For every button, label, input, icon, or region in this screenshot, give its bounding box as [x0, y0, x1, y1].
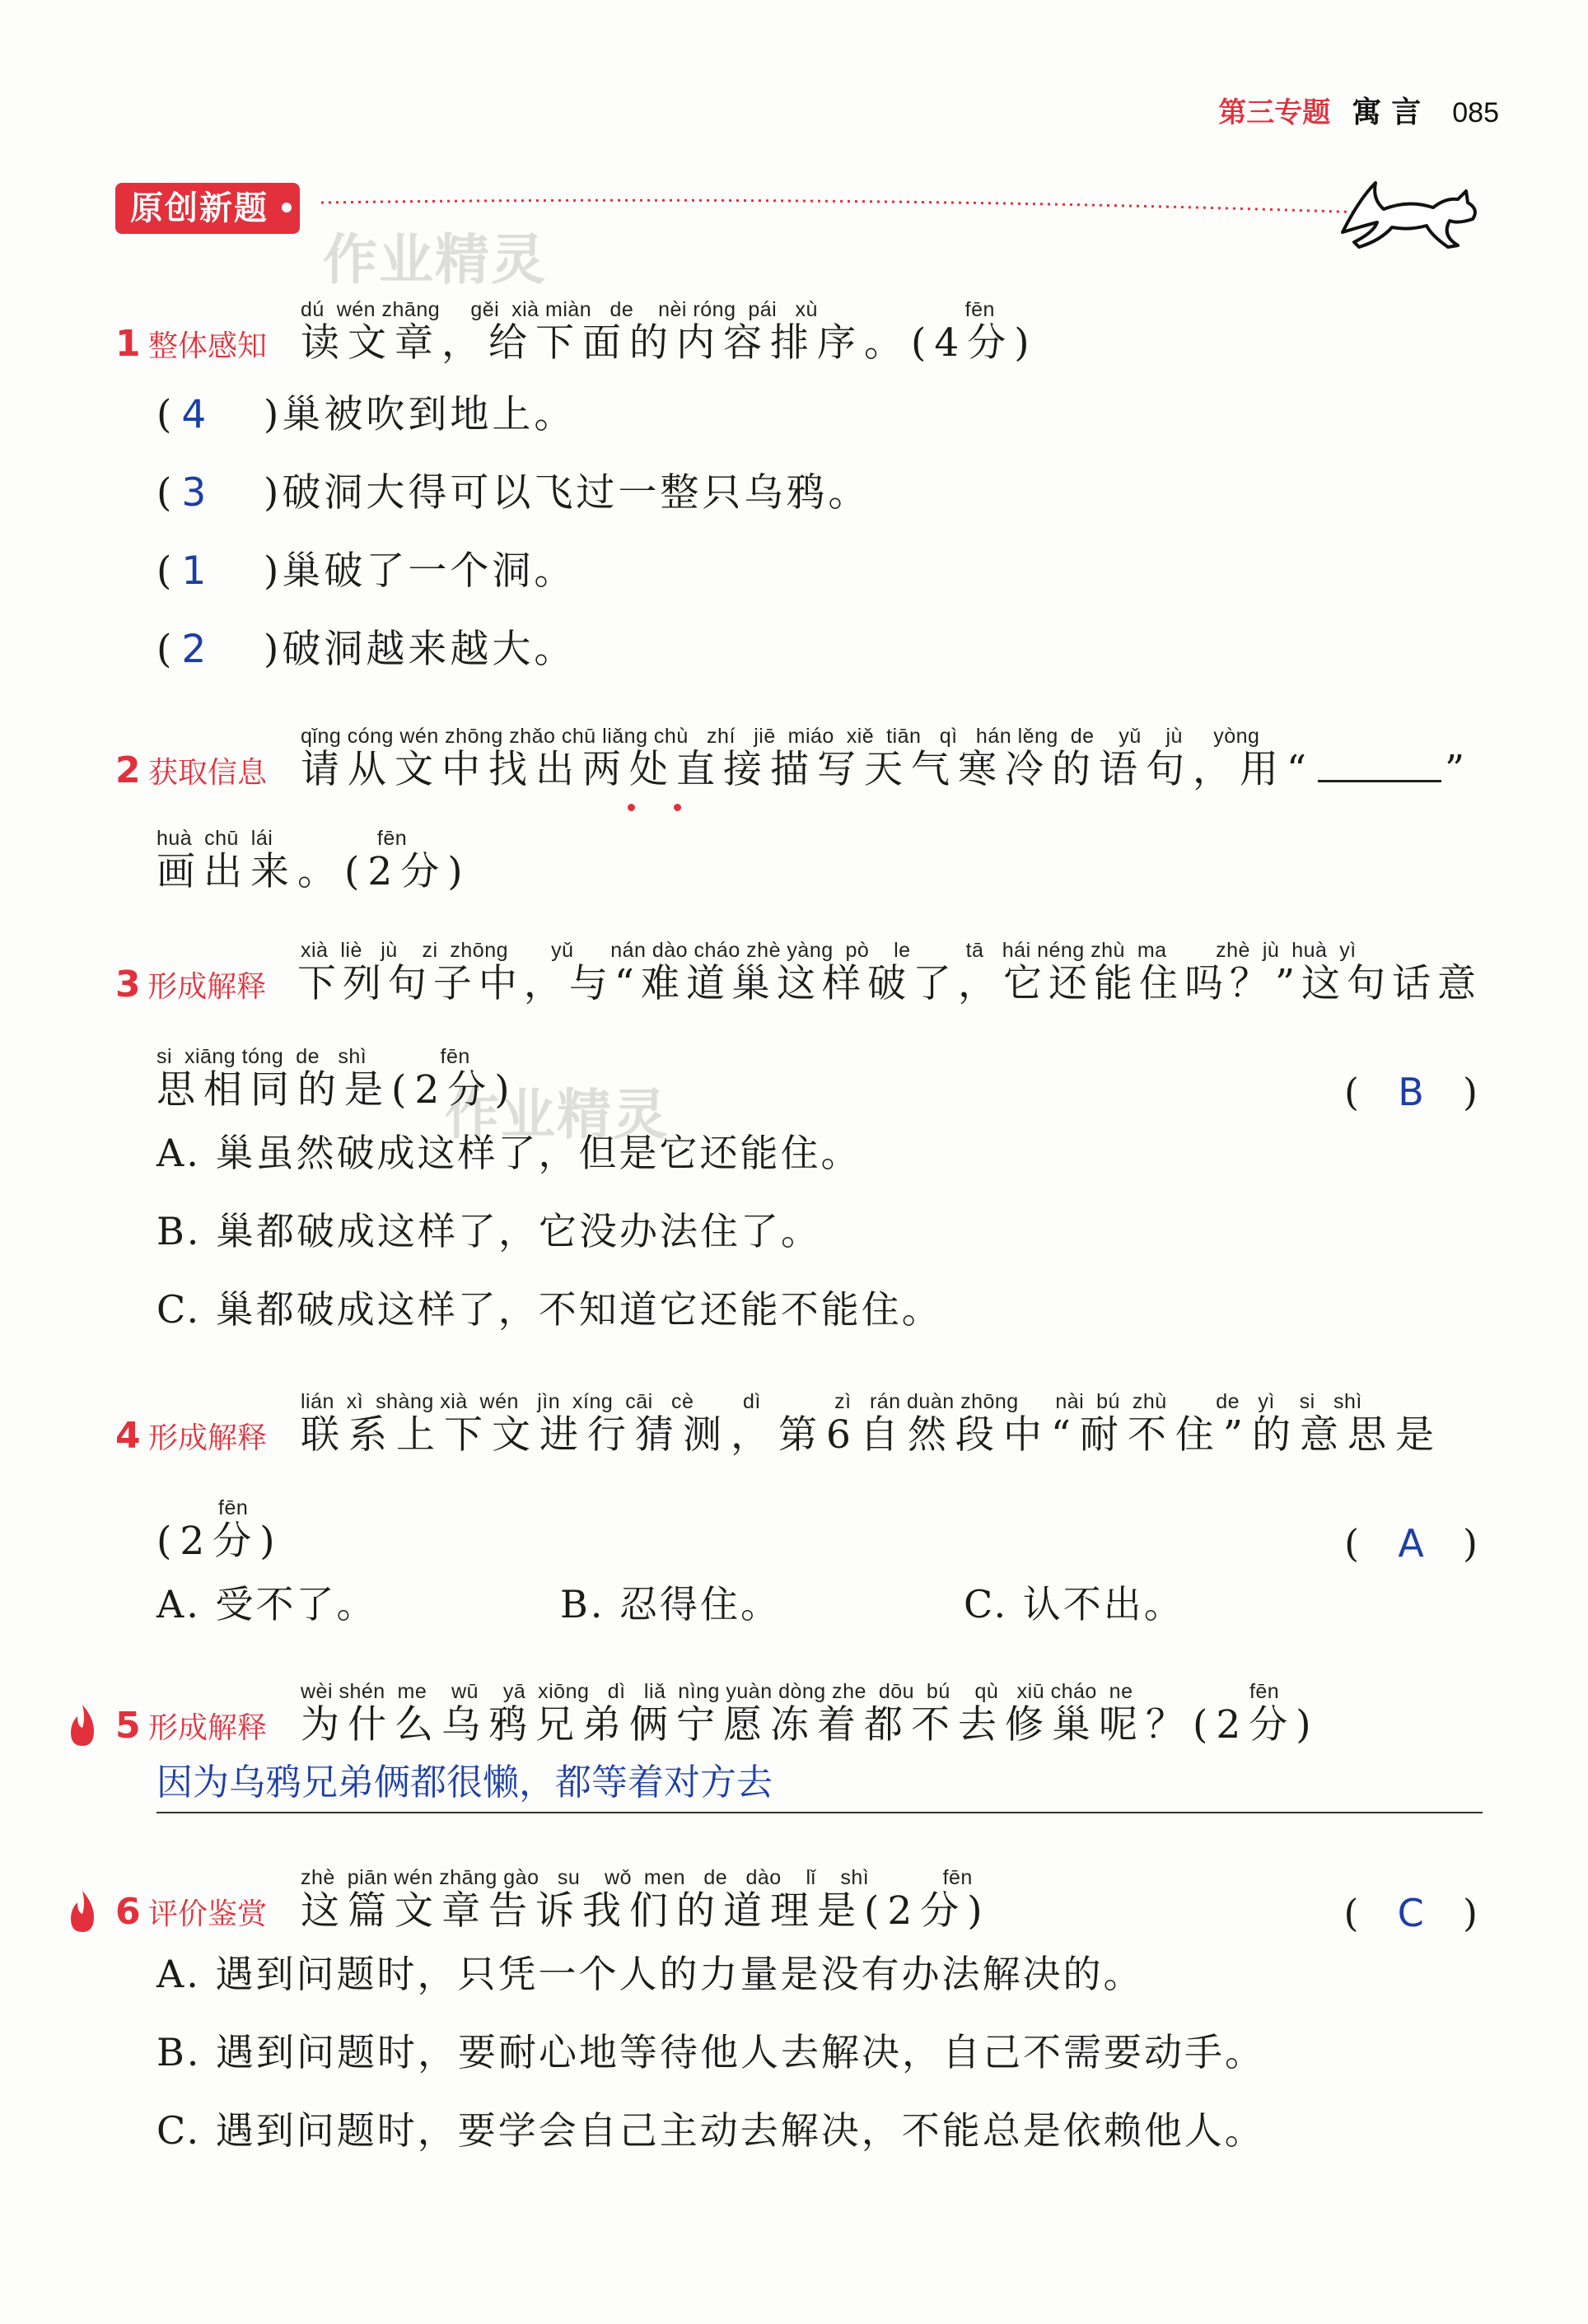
question-tag: 形成解释	[148, 1421, 268, 1455]
question-text: (2分)	[156, 1519, 283, 1564]
answer-value: B	[1398, 1070, 1429, 1114]
pinyin-line: wèi shén me wū yā xiōng dì liǎ nìng yuàn dòng zhe dōu bú qù xiū cháo ne fēn	[301, 1680, 1280, 1703]
section-badge-label: 原创新题	[130, 189, 269, 227]
sort-item: ( 1 )巢破了一个洞。	[156, 532, 1483, 610]
watermark: 作业精灵	[445, 1083, 669, 1146]
question-2	[115, 725, 1483, 896]
question-tag: 评价鉴赏	[148, 1897, 268, 1931]
option-a: A. 遇到问题时，只凭一个人的力量是没有办法解决的。	[156, 1952, 1144, 1996]
pinyin-line: xià liè jù zi zhōng yǔ nán dào cháo zhè yàng pò le tā hái néng zhù ma zhè jù huà yì	[301, 939, 1357, 962]
answer-value: 4	[181, 392, 210, 437]
badge-dot-icon	[282, 203, 292, 212]
option-b: B. 遇到问题时，要耐心地等待他人去解决，自己不需要动手。	[156, 2030, 1266, 2074]
option-c: C. 巢都破成这样了，不知道它还能不能住。	[156, 1287, 942, 1332]
pinyin-line: dú wén zhāng gěi xià miàn de nèi róng pái xù fēn	[301, 298, 995, 321]
answer-value: A	[1398, 1521, 1429, 1566]
question-number: 6	[115, 1891, 141, 1933]
question-text: 这篇文章告诉我们的道理是(2分)	[301, 1888, 991, 1934]
pinyin-line: zhè piān wén zhāng gào su wǒ men de dào lǐ shì fēn	[301, 1866, 973, 1889]
answer-value: 1	[181, 548, 210, 594]
watermark: 作业精灵	[323, 228, 547, 292]
option-b: B. 巢都破成这样了，它没办法住了。	[156, 1209, 822, 1253]
question-tag: 形成解释	[147, 970, 267, 1004]
emphasis-dot-icon	[674, 804, 681, 811]
section-badge	[115, 183, 300, 234]
option-c: C. 遇到问题时，要学会自己主动去解决，不能总是依赖他人。	[156, 2108, 1265, 2153]
question-text: 联系上下文进行猜测，第6自然段中“耐不住”的意思是	[301, 1412, 1443, 1458]
question-4	[115, 1390, 1483, 1644]
sort-item: ( 2 )破洞越来越大。	[156, 610, 1483, 688]
page-number: 085	[1452, 97, 1499, 128]
header-topic: 第三专题	[1218, 96, 1331, 129]
header-title: 寓言	[1352, 96, 1432, 129]
question-text: 为什么乌鸦兄弟俩宁愿冻着都不去修巢呢？(2分)	[301, 1702, 1319, 1748]
question-5	[115, 1680, 1483, 1813]
answer-box: ( C )	[1343, 1891, 1483, 1935]
option-a: A. 巢虽然破成这样了，但是它还能住。	[156, 1131, 862, 1175]
cat-icon	[1334, 166, 1483, 257]
pinyin-line: huà chū lái fēn	[156, 827, 408, 850]
answer-box: ( A )	[1344, 1521, 1483, 1566]
question-text: 思相同的是(2分)	[156, 1067, 518, 1113]
option-c: C. 认不出。	[964, 1582, 1184, 1626]
question-3	[115, 939, 1483, 1349]
question-number: 5	[115, 1705, 141, 1747]
answer-value: 3	[181, 470, 210, 516]
question-tag: 形成解释	[148, 1711, 268, 1745]
question-1	[115, 298, 1483, 688]
question-number: 4	[115, 1415, 141, 1457]
answer-line	[156, 1812, 1483, 1813]
pinyin-line: qǐng cóng wén zhōng zhǎo chū liǎng chù zhí jiē miáo xiě tiān qì hán lěng de yǔ jù yòng	[301, 725, 1260, 748]
question-tag: 获取信息	[148, 756, 268, 790]
question-tag: 整体感知	[148, 329, 268, 363]
question-text: 下列句子中，与“难道巢这样破了，它还能住吗？”这句话意	[297, 961, 1483, 1006]
question-number: 2	[115, 749, 141, 791]
question-6	[115, 1866, 1483, 2170]
question-number: 1	[115, 323, 141, 365]
option-b: B. 忍得住。	[560, 1582, 782, 1626]
section-banner	[115, 183, 1483, 257]
flame-icon	[66, 1703, 99, 1748]
pinyin-line: fēn	[218, 1496, 249, 1519]
page-header	[1218, 89, 1499, 131]
written-answer: 因为乌鸦兄弟俩都很懒，都等着对方去	[156, 1762, 773, 1804]
question-text: 画出来。(2分)	[156, 849, 471, 894]
answer-box: ( B )	[1344, 1070, 1483, 1114]
emphasis-dot-icon	[628, 804, 635, 811]
question-text: 读文章，给下面的内容排序。(4分)	[301, 320, 1038, 366]
answer-blank	[1318, 773, 1441, 782]
question-number: 3	[115, 964, 141, 1006]
pinyin-line: lián xì shàng xià wén jìn xíng cāi cè dì zì rán duàn zhōng nài bú zhù de yì si shì	[301, 1390, 1362, 1413]
option-row	[156, 1566, 1483, 1644]
question-text: 请从文中找出两处直接描写天气寒冷的语句，用“ ”	[301, 747, 1474, 792]
answer-value: C	[1397, 1891, 1429, 1935]
answer-value: 2	[181, 627, 210, 672]
pinyin-line: si xiāng tóng de shì fēn	[156, 1045, 470, 1068]
sort-item: ( 4 )巢被吹到地上。	[156, 376, 1483, 454]
flame-icon	[66, 1889, 99, 1934]
option-a: A. 受不了。	[156, 1582, 377, 1626]
sort-item: ( 3 )破洞大得可以飞过一整只乌鸦。	[156, 454, 1483, 532]
